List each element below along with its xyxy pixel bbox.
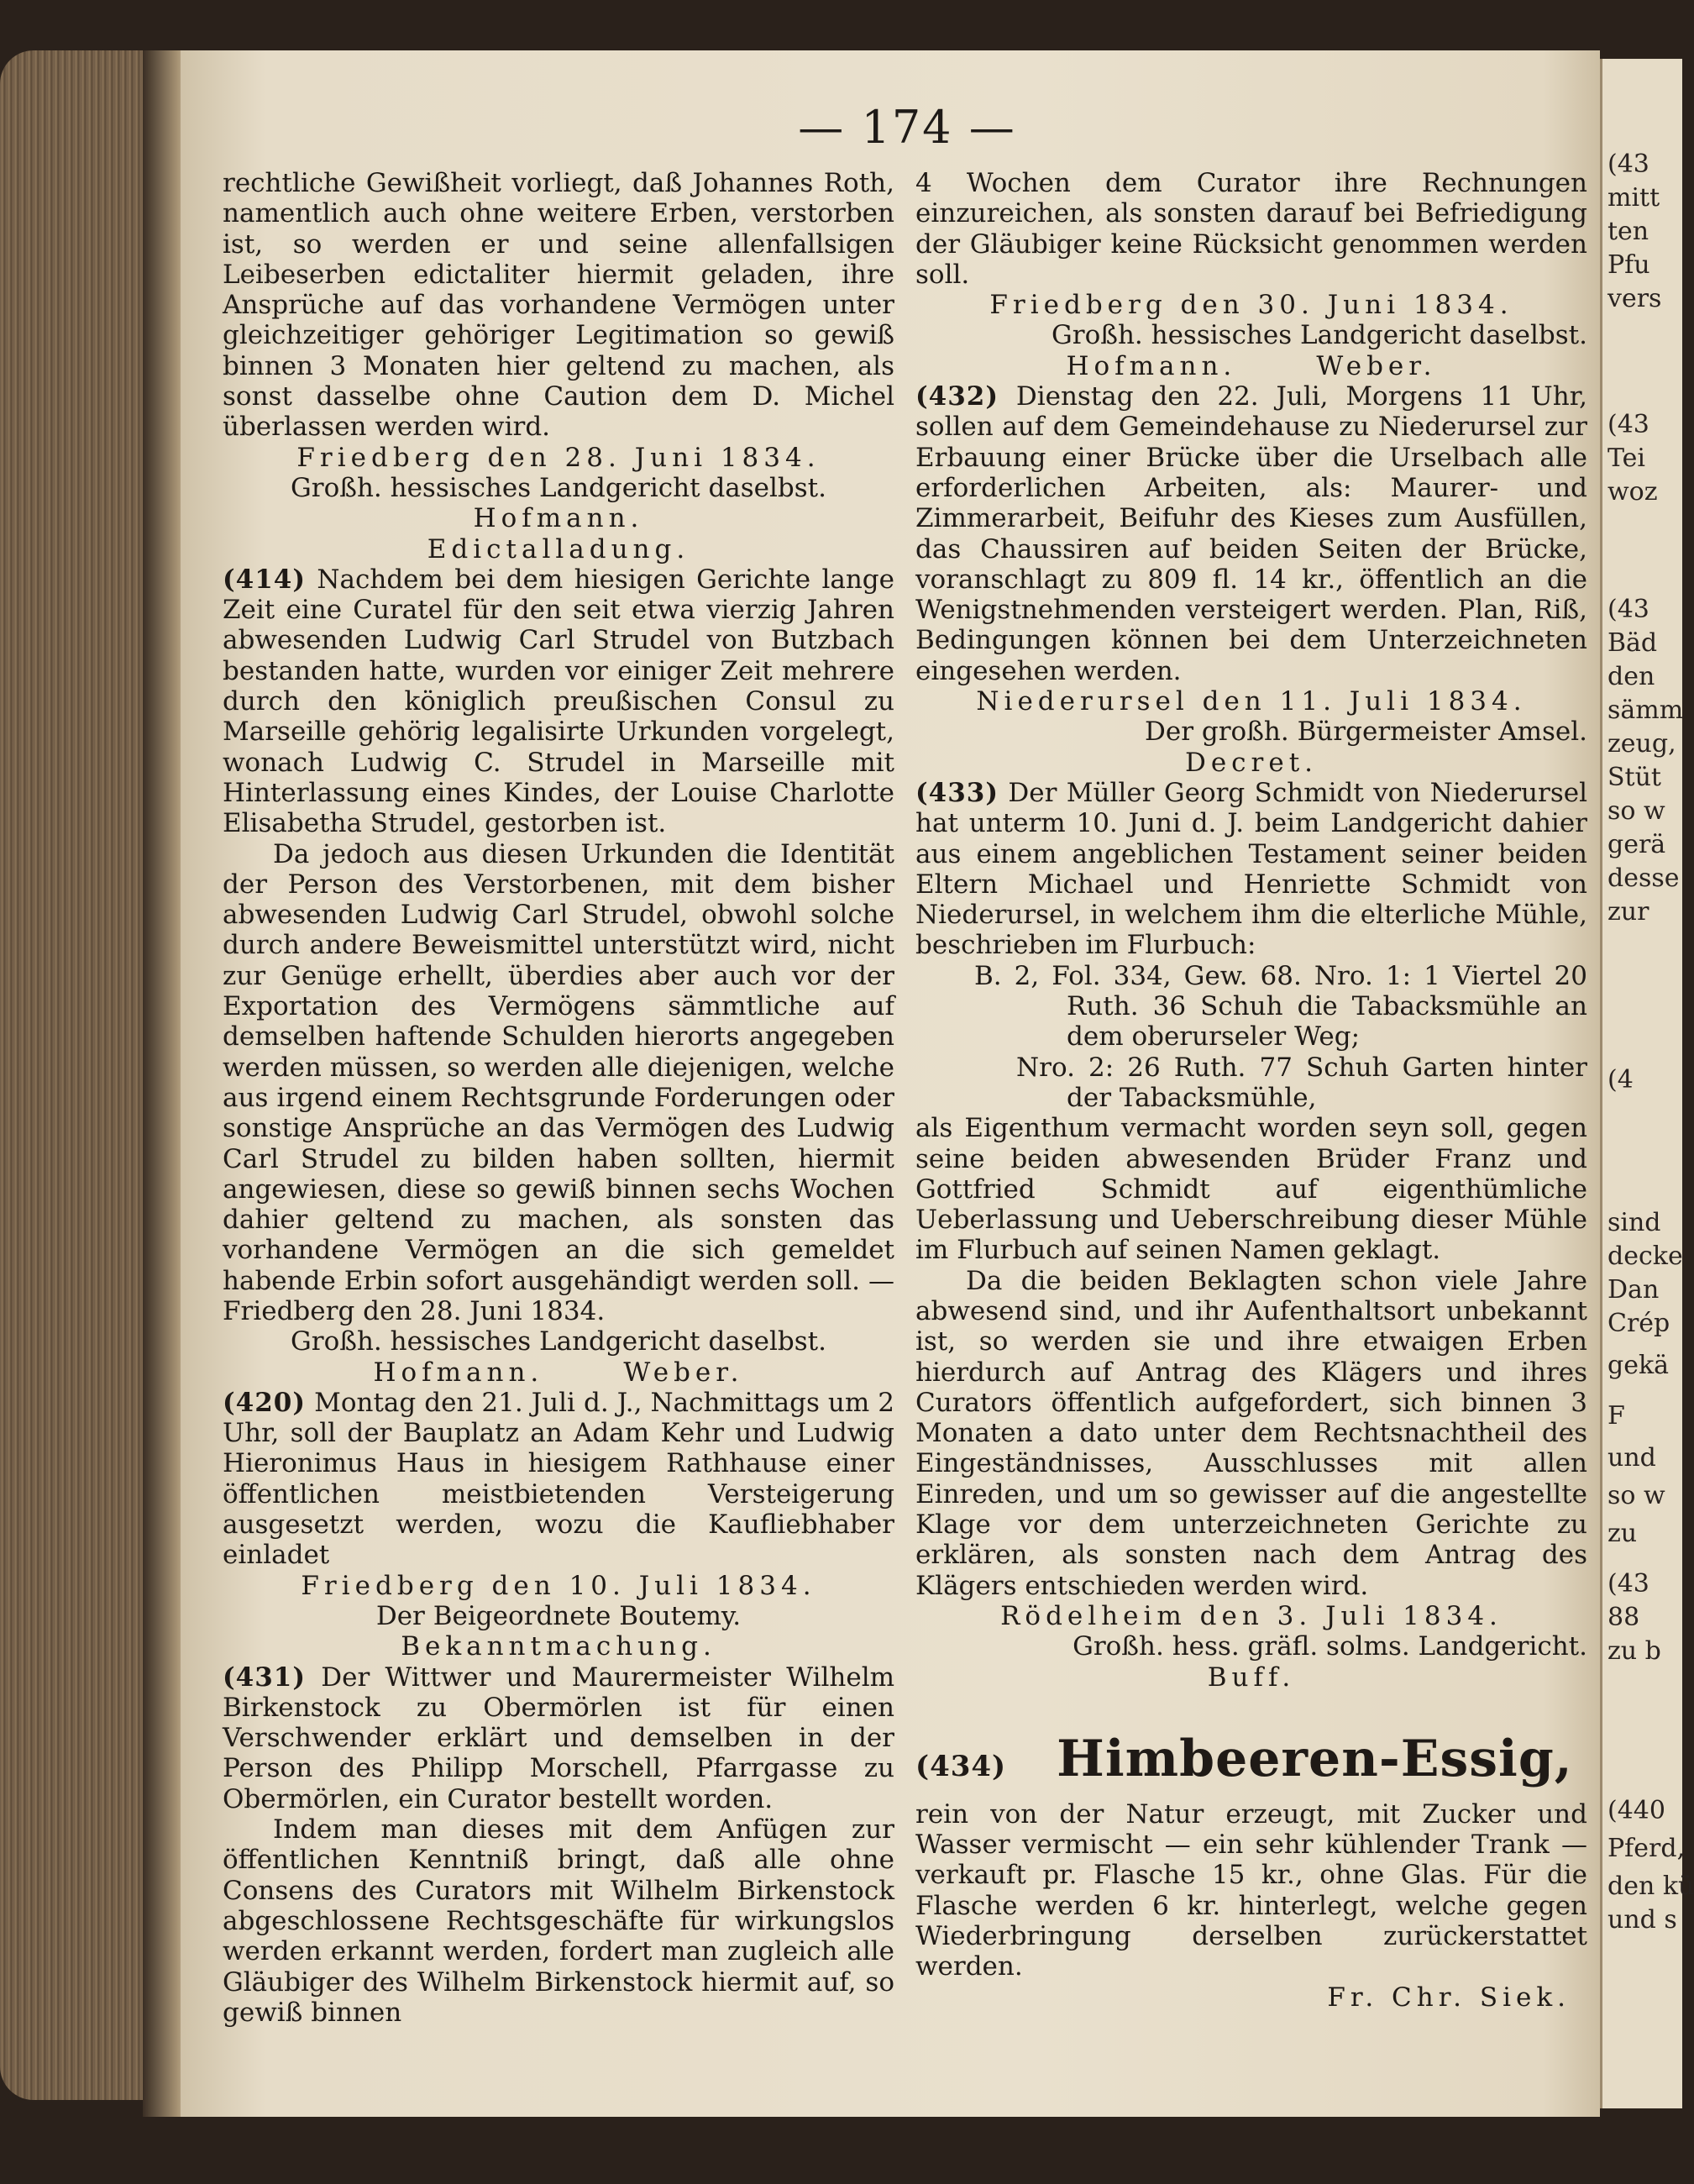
- place-date-line: Friedberg den 30. Juni 1834.: [989, 290, 1513, 321]
- court-signature: Großh. hessisches Landgericht daselbst.: [1051, 320, 1587, 351]
- advertisement-signature: Fr. Chr. Siek.: [1327, 1982, 1571, 2013]
- next-page-fragment: (43: [1607, 410, 1649, 439]
- advertisement-title: Himbeeren-Essig,: [1057, 1729, 1573, 1788]
- next-page-fragment: vers: [1607, 284, 1662, 313]
- next-page-fragment: Pfu: [1607, 250, 1650, 280]
- next-page-fragment: Pferd,: [1607, 1834, 1686, 1863]
- next-page-fragment: desse: [1607, 864, 1680, 893]
- official-name: Hofmann.: [473, 503, 644, 534]
- next-page-fragment: (4: [1607, 1065, 1634, 1095]
- official-names: Hofmann. Weber.: [373, 1357, 744, 1388]
- next-page-fragment: Stüt: [1607, 763, 1661, 792]
- page-number: — 174 —: [798, 101, 1016, 154]
- notice-number: (433): [915, 777, 999, 808]
- notice-text: Montag den 21. Juli d. J., Nachmittags um 2 Uhr, soll der Bauplatz an Adam Kehr und Ludwig Hieronimus Haus in hiesigem Rathhause einer öffentlichen meistbietenden Versteigerung ausgesetzt werden, wozu die Kaufliebhaber einladet: [223, 1387, 894, 1571]
- next-page-fragment: mitt: [1607, 183, 1660, 213]
- notice-text: Da jedoch aus diesen Urkunden die Identität der Person des Verstorbenen, mit dem bisher abwesenden Ludwig Carl Strudel, obwohl solche durch andere Beweismittel unterstützt wird, nicht zur Genüge erhellt, überdies aber auch vor der Exportation des Vermögens sämmtliche auf demselben haftende Schulden hierorts angegeben werden müssen, so werden alle diejenigen, welche aus irgend einem Rechtsgrunde Forderungen oder sonstige Ansprüche an das Vermögen des Ludwig Carl Strudel zu bilden haben sollten, hiermit angewiesen, diese so gewiß binnen sechs Wochen dahier geltend zu machen, als sonsten das vorhandene Vermögen an die sich gemeldet habende Erbin sofort ausgehändigt werden soll. — Friedberg den 28. Juni 1834.: [223, 838, 894, 1326]
- notice-text: Nachdem bei dem hiesigen Gerichte lange Zeit eine Curatel für den seit etwa vierzig Jahren abwesenden Ludwig Carl Strudel von Butzbach bestanden hatte, wurden vor einiger Zeit mehrere durch den königlich preußischen Consul zu Marseille gehörig legalisirte Urkunden vorgelegt, wonach Ludwig C. Strudel in Marseille mit Hinterlassung eines Kindes, der Louise Charlotte Elisabetha Strudel, gestorben ist.: [223, 564, 894, 839]
- notice-paragraph: [223, 1662, 894, 1814]
- next-page-fragment: zu: [1607, 1519, 1638, 1548]
- next-page-fragment: Bäd: [1607, 628, 1658, 658]
- next-page-fragment: Tei: [1607, 444, 1646, 473]
- next-page-fragment: so w: [1607, 796, 1665, 826]
- next-page-fragment: Dan: [1607, 1275, 1660, 1305]
- section-heading: Bekanntmachung.: [401, 1631, 716, 1662]
- notice-text: rechtliche Gewißheit vorliegt, daß Johannes Roth, namentlich auch ohne weitere Erben, verstorben ist, so werden er und seine allenfallsigen Leibeserben edictaliter hiermit geladen, ihre Ansprüche auf das vorhandene Vermögen unter gleichzeitiger gehöriger Legitimation so gewiß binnen 3 Monaten hier geltend zu machen, als sonst dasselbe ohne Caution dem D. Michel überlassen werden wird.: [223, 168, 894, 443]
- next-page-fragment: und: [1607, 1443, 1656, 1473]
- court-signature: Großh. hess. gräfl. solms. Landgericht.: [1073, 1631, 1587, 1662]
- next-page-fragment: (440: [1607, 1796, 1665, 1825]
- next-page-fragment: F: [1607, 1401, 1625, 1431]
- section-heading: Edictalladung.: [427, 533, 690, 564]
- notice-paragraph: [223, 1388, 894, 1571]
- next-page-fragment: Crép: [1607, 1309, 1670, 1338]
- notice-text: 4 Wochen dem Curator ihre Rechnungen einzureichen, als sonsten darauf bei Befriedigung der Gläubiger keine Rücksicht genommen werden soll.: [915, 168, 1587, 290]
- notice-paragraph: [915, 778, 1587, 961]
- next-page-fragment: zu b: [1607, 1636, 1661, 1666]
- official-name: Buff.: [1207, 1662, 1296, 1693]
- next-page-fragment: zur: [1607, 897, 1649, 927]
- place-date-line: Niederursel den 11. Juli 1834.: [976, 686, 1527, 717]
- next-page-fragment: und s: [1607, 1905, 1677, 1935]
- notice-text: Der Müller Georg Schmidt von Niederursel hat unterm 10. Juni d. J. beim Landgericht dahier aus einem angeblichen Testament seiner beiden Eltern Michael und Henriette Schmidt von Niederursel, in welchem ihm die elterliche Mühle, beschrieben im Flurbuch:: [915, 777, 1587, 961]
- notice-text: Da die beiden Beklagten schon viele Jahre abwesend sind, und ihr Aufenthaltsort unbekannt ist, so werden sie und ihre etwaigen Erben hierdurch auf Antrag des Klägers und ihres Curators öffentlich aufgefordert, sich binnen 3 Monaten a dato unter dem Rechtsnachtheil des Eingeständnisses, Ausschlusses mit allen Einreden, und um so gewisser auf die angestellte Klage vor dem unterzeichneten Gerichte zu erklären, als sonsten nach dem Antrag des Klägers entschieden werden wird.: [915, 1265, 1587, 1601]
- notice-paragraph: [915, 381, 1587, 686]
- notice-number: (431): [223, 1662, 307, 1693]
- next-page-fragment: sind: [1607, 1208, 1661, 1237]
- notice-number: (414): [223, 564, 307, 595]
- next-page-edge: [1600, 59, 1694, 2108]
- next-page-fragment: (43: [1607, 595, 1649, 624]
- next-page-fragment: (43: [1607, 1569, 1649, 1599]
- next-page-fragment: gekä: [1607, 1351, 1670, 1380]
- place-date-line: Rödelheim den 3. Juli 1834.: [1000, 1600, 1503, 1631]
- court-signature: Großh. hessisches Landgericht daselbst.: [290, 472, 826, 503]
- left-column: [223, 168, 894, 2028]
- next-page-fragment: den: [1607, 662, 1655, 691]
- notice-text: Dienstag den 22. Juli, Morgens 11 Uhr, sollen auf dem Gemeindehause zu Niederursel zur Erbauung einer Brücke über die Urselbach alle erforderlichen Arbeiten, als: Maurer- und Zimmerarbeit, Beifuhr des Kieses zum Ausfüllen, das Chaussiren auf beiden Seiten der Brücke, voranschlagt zu 809 fl. 14 kr., öffentlich an die Wenigstnehmenden versteigert werden. Plan, Riß, Bedingungen können bei dem Unterzeichneten eingesehen werden.: [915, 381, 1587, 686]
- next-page-fragment: zeug,: [1607, 729, 1676, 759]
- place-date-line: Friedberg den 28. Juni 1834.: [296, 442, 821, 473]
- next-page-fragment: so w: [1607, 1481, 1665, 1510]
- official-signature: Der Beigeordnete Boutemy.: [375, 1600, 742, 1631]
- next-page-fragment: 88: [1607, 1603, 1640, 1632]
- next-page-fragment: den kü: [1607, 1872, 1694, 1901]
- right-column: [915, 168, 1587, 2013]
- next-page-fragment: gerä: [1607, 830, 1666, 859]
- notice-number: (432): [915, 381, 999, 412]
- next-page-fragment: decke: [1607, 1242, 1683, 1271]
- notice-text: Indem man dieses mit dem Anfügen zur öffentlichen Kenntniß bringt, daß alle ohne Consens des Curators mit Wilhelm Birkenstock abgeschlossene Rechtsgeschäfte für wirkungslos werden erkannt werden, fordert man zugleich alle Gläubiger des Wilhelm Birkenstock hiermit auf, so gewiß binnen: [223, 1814, 894, 2028]
- notice-number: (420): [223, 1387, 307, 1418]
- notice-text: als Eigenthum vermacht worden seyn soll, gegen seine beiden abwesenden Brüder Franz und Gottfried Schmidt auf eigenthümliche Ueberlassung und Ueberschreibung dieser Mühle im Flurbuch auf seinen Namen geklagt.: [915, 1113, 1587, 1266]
- advertisement-body: rein von der Natur erzeugt, mit Zucker und Wasser vermischt — ein sehr kühlender Trank — verkauft pr. Flasche 15 kr., ohne Glas. Für die Flasche werden 6 kr. hinterlegt, welche gegen Wiederbringung derselben zurückerstattet werden.: [915, 1798, 1587, 1982]
- section-heading: Decret.: [1184, 747, 1319, 778]
- official-names: Hofmann. Weber.: [1066, 350, 1437, 381]
- advertisement-number: (434): [915, 1749, 1007, 1783]
- land-record-entry: B. 2, Fol. 334, Gew. 68. Nro. 1: 1 Viertel 20 Ruth. 36 Schuh die Tabacksmühle an dem oberurseler Weg;: [974, 960, 1587, 1053]
- land-record-entry: Nro. 2: 26 Ruth. 77 Schuh Garten hinter der Tabacksmühle,: [1016, 1052, 1587, 1113]
- advertisement-heading: [915, 1726, 1587, 1799]
- official-signature: Der großh. Bürgermeister Amsel.: [1145, 717, 1587, 748]
- notice-paragraph: [223, 564, 894, 839]
- court-signature: Großh. hessisches Landgericht daselbst.: [290, 1326, 826, 1357]
- next-page-fragment: sämm: [1607, 696, 1684, 725]
- place-date-line: Friedberg den 10. Juli 1834.: [301, 1570, 816, 1601]
- next-page-fragment: (43: [1607, 150, 1649, 179]
- notice-text: Der Wittwer und Maurermeister Wilhelm Birkenstock zu Obermörlen ist für einen Verschwender erklärt und demselben in der Person des Philipp Morschell, Pfarrgasse zu Obermörlen, ein Curator bestellt worden.: [223, 1662, 895, 1814]
- next-page-fragment: woz: [1607, 477, 1658, 507]
- next-page-fragment: ten: [1607, 217, 1649, 246]
